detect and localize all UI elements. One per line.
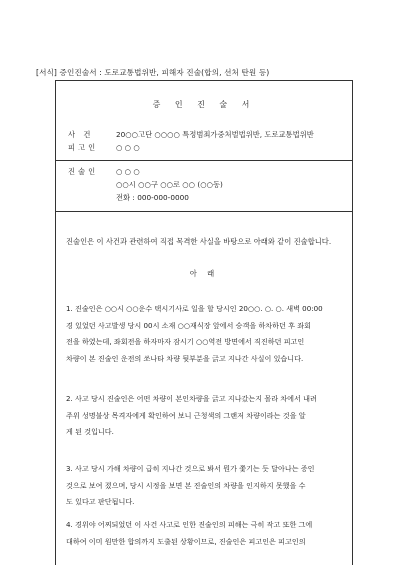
- statement-form: [55, 80, 353, 565]
- intro-text: 진술인은 이 사건과 관련하여 직접 목격한 사실을 바탕으로 아래와 같이 진술합니다.: [66, 237, 332, 246]
- subhead: 아 래: [189, 269, 219, 278]
- case-value: 20○○고단 ○○○○ 특정범죄가중처벌법위반, 도로교통법위반: [116, 130, 314, 139]
- item-line: 3. 사고 당시 가해 차량이 급히 지나간 것으로 봐서 뭔가 쫓기는 듯 달아나는 증인: [66, 464, 315, 473]
- section-divider: [56, 160, 352, 161]
- statement-item-3: [66, 461, 344, 511]
- statement-item-1: [66, 301, 344, 367]
- item-line: 주위 성명불상 목격자에게 확인하여 보니 근청색의 그랜저 차량이라는 것을 알: [66, 410, 306, 420]
- item-line: 것으로 보여 졌으며, 당시 시정을 보면 본 진술인의 차량을 인지하지 못했을 수: [66, 480, 306, 490]
- item-line: 경 있었던 사고발생 당시 00시 소재 ○○재식장 앞에서 승객을 하차하던 후 좌회: [66, 320, 311, 330]
- form-title: 증 인 진 술 서: [152, 100, 256, 109]
- stater-address: ○○시 ○○구 ○○로 ○○ (○○동): [116, 180, 223, 189]
- item-line: 2. 사고 당시 진술인은 어떤 차량이 본인차량을 긁고 지나갔는지 몰라 차에서 내려: [66, 394, 317, 403]
- defendant-value: ○ ○ ○: [116, 143, 140, 152]
- case-label: 사 건: [68, 130, 94, 139]
- statement-item-2: [66, 391, 344, 441]
- stater-name: ○ ○ ○: [116, 167, 140, 176]
- stater-phone: 전화 : 000-000-0000: [116, 193, 189, 202]
- item-line: 도 있다고 판단됩니다.: [66, 497, 135, 506]
- section-divider: [56, 211, 352, 212]
- defendant-label: 피고인: [68, 143, 99, 152]
- stater-label: 진술인: [68, 167, 99, 176]
- item-line: 차량이 본 진술인 운전의 쏘나타 차량 뒷부분을 긁고 지나간 사실이 있습니다.: [66, 353, 304, 363]
- document-caption: [서식] 증인진술서 : 도로교통법위반, 피해자 진술(합의, 선처 탄원 등): [36, 68, 270, 77]
- item-line: 4. 경위야 어찌되었던 이 사건 사고로 인한 진술인의 피해는 극히 작고 또한 그에: [66, 520, 313, 529]
- item-line: 1. 진술인은 ○○시 ○○운수 택시기사로 일을 할 당시인 20○○. ○. ○. 새벽 00:00: [66, 304, 323, 313]
- item-line: 게 된 것입니다.: [66, 427, 114, 436]
- item-line: 전을 하였는데, 좌회전을 하자마자 잠시기 ○○역전 방면에서 직진하던 피고인: [66, 337, 305, 346]
- item-line: 대하여 이미 원만한 합의까지 도출된 상황이므로, 진술인은 피고인은 피고인의: [66, 536, 306, 546]
- statement-item-4: [66, 517, 344, 550]
